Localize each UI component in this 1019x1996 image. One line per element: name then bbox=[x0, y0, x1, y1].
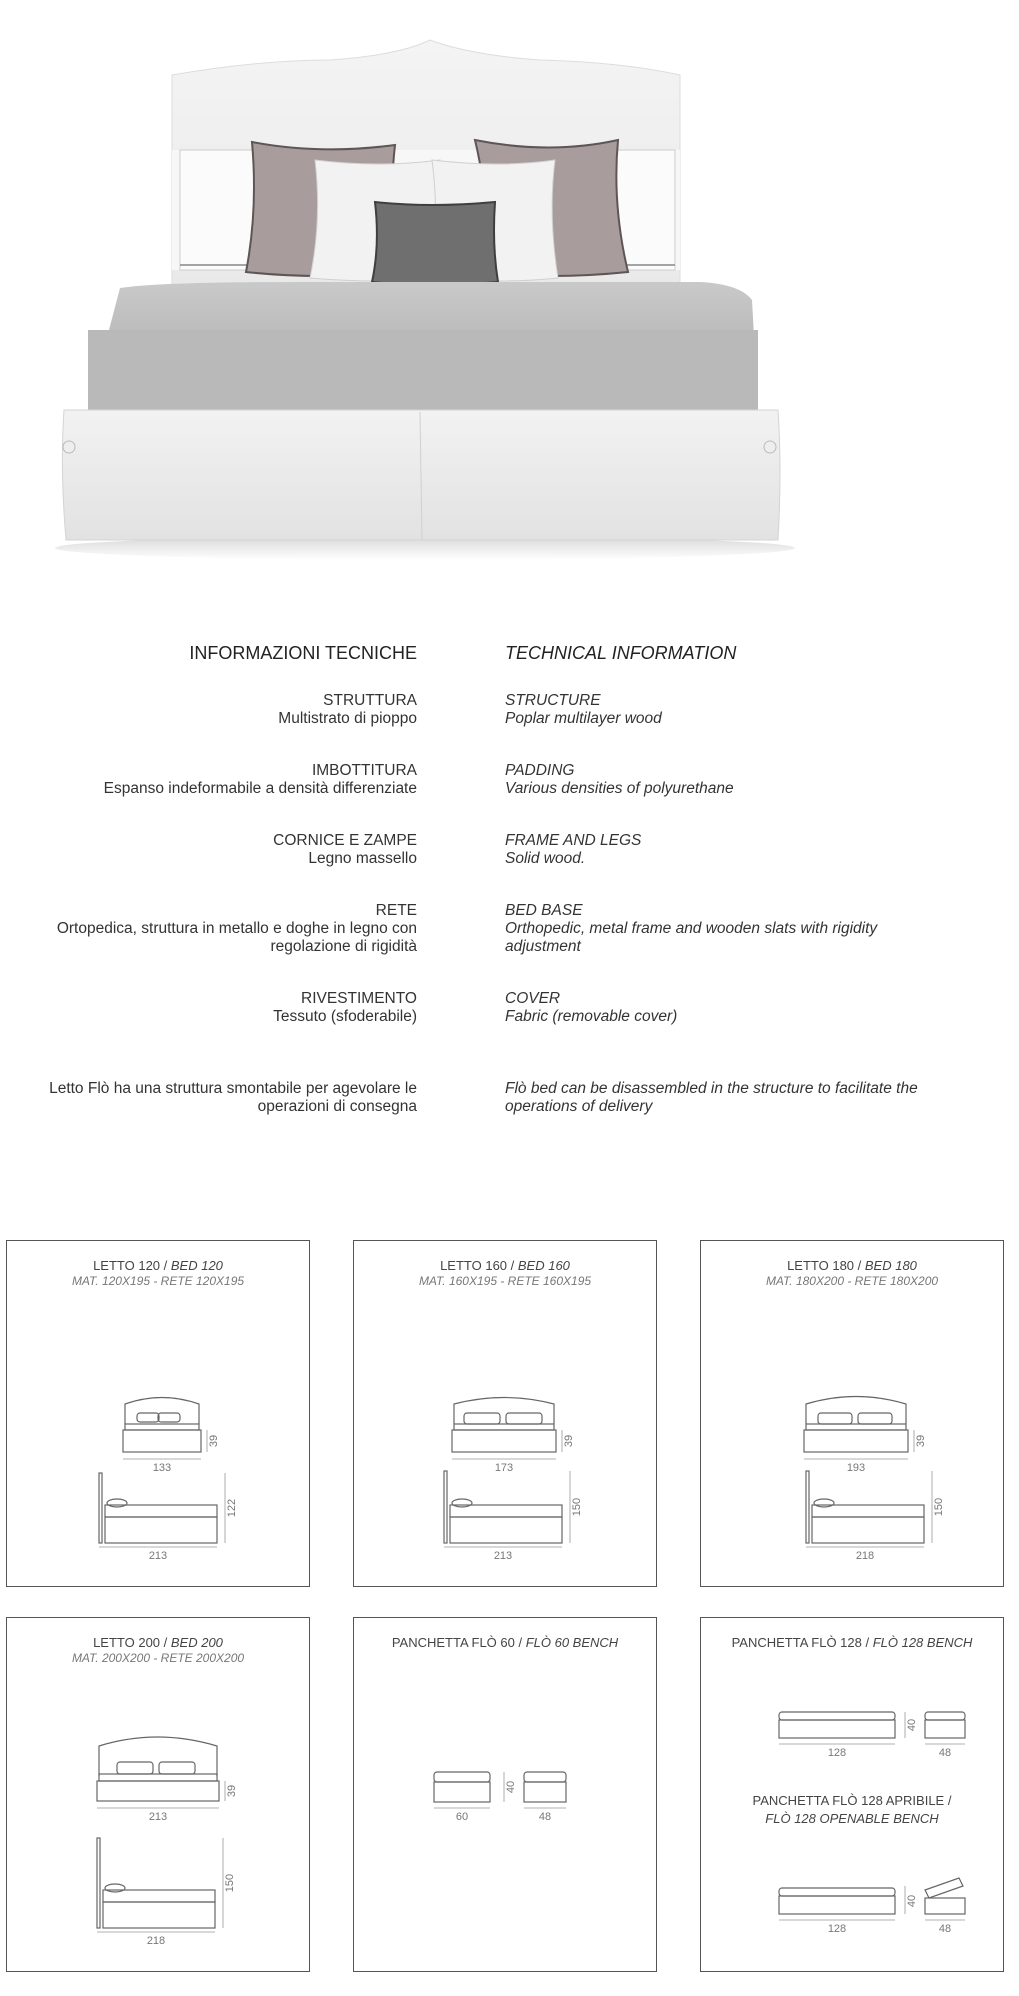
width-dim: 133 bbox=[152, 1462, 172, 1474]
height-dim-2: 40 bbox=[906, 1894, 918, 1908]
spec-structure-en: STRUCTURE Poplar multilayer wood bbox=[505, 692, 662, 727]
bed-200-box bbox=[6, 1617, 310, 1972]
width-dim: 173 bbox=[494, 1462, 514, 1474]
box-subtitle: MAT. 200X200 - RETE 200X200 bbox=[71, 1651, 245, 1665]
spec-frame-it: CORNICE E ZAMPE Legno massello bbox=[273, 832, 417, 867]
bench-60-drawing bbox=[354, 1618, 658, 1973]
headboard-height-dim: 150 bbox=[571, 1497, 583, 1517]
spec-base-it: RETE Ortopedica, struttura in metallo e doghe in legno con regolazione di rigidità bbox=[56, 902, 417, 955]
width-dim-2: 128 bbox=[827, 1923, 847, 1935]
bed-160-drawing bbox=[354, 1241, 658, 1588]
length-dim: 213 bbox=[493, 1550, 513, 1562]
box-subtitle: MAT. 160X195 - RETE 160X195 bbox=[418, 1274, 592, 1288]
bed-120-drawing bbox=[7, 1241, 311, 1588]
length-dim: 218 bbox=[146, 1935, 166, 1947]
headboard-height-dim: 122 bbox=[226, 1498, 238, 1518]
box-title: PANCHETTA FLÒ 60 / FLÒ 60 BENCH bbox=[391, 1635, 619, 1650]
spec-cover-en: COVER Fabric (removable cover) bbox=[505, 990, 678, 1025]
box-title: LETTO 120 / BED 120 bbox=[93, 1258, 223, 1273]
technical-info-heading-it: INFORMAZIONI TECNICHE bbox=[189, 643, 417, 663]
bench-128-box bbox=[700, 1617, 1004, 1972]
length-dim: 218 bbox=[855, 1550, 875, 1562]
box-title: LETTO 180 / BED 180 bbox=[787, 1258, 917, 1273]
technical-info-heading-en: TECHNICAL INFORMATION bbox=[505, 643, 737, 663]
headboard-height-dim: 150 bbox=[933, 1497, 945, 1517]
height-dim: 39 bbox=[563, 1434, 575, 1448]
box-subtitle: MAT. 180X200 - RETE 180X200 bbox=[765, 1274, 939, 1288]
width-dim: 213 bbox=[148, 1811, 168, 1823]
width-dim: 128 bbox=[827, 1747, 847, 1759]
depth-dim: 48 bbox=[538, 1811, 552, 1823]
spec-cover-it: RIVESTIMENTO Tessuto (sfoderabile) bbox=[273, 990, 417, 1025]
note-it: Letto Flò ha una struttura smontabile per agevolare le operazioni di consegna bbox=[49, 1080, 417, 1115]
height-dim: 39 bbox=[915, 1434, 927, 1448]
height-dim: 39 bbox=[226, 1784, 238, 1798]
spec-structure-it: STRUTTURA Multistrato di pioppo bbox=[278, 692, 417, 727]
bed-160-box bbox=[353, 1240, 657, 1587]
box-title: PANCHETTA FLÒ 128 / FLÒ 128 BENCH bbox=[731, 1635, 973, 1650]
spec-padding-it: IMBOTTITURA Espanso indeformabile a densità differenziate bbox=[103, 762, 417, 797]
spec-base-en: BED BASE Orthopedic, metal frame and wooden slats with rigidity adjustment bbox=[505, 902, 878, 955]
bed-180-drawing bbox=[701, 1241, 1005, 1588]
headboard-height-dim: 150 bbox=[224, 1873, 236, 1893]
bed-120-box bbox=[6, 1240, 310, 1587]
box-title: LETTO 160 / BED 160 bbox=[440, 1258, 570, 1273]
depth-dim-2: 48 bbox=[938, 1923, 952, 1935]
openable-bench-title: PANCHETTA FLÒ 128 APRIBILE / FLÒ 128 OPENABLE BENCH bbox=[752, 1793, 952, 1826]
depth-dim: 48 bbox=[938, 1747, 952, 1759]
length-dim: 213 bbox=[148, 1550, 168, 1562]
height-dim: 39 bbox=[208, 1434, 220, 1448]
note-en: Flò bed can be disassembled in the structure to facilitate the operations of delivery bbox=[505, 1080, 918, 1115]
box-subtitle: MAT. 120X195 - RETE 120X195 bbox=[71, 1274, 245, 1288]
spec-frame-en: FRAME AND LEGS Solid wood. bbox=[505, 832, 642, 867]
bench-60-box bbox=[353, 1617, 657, 1972]
bed-200-drawing bbox=[7, 1618, 311, 1973]
width-dim: 193 bbox=[846, 1462, 866, 1474]
height-dim: 40 bbox=[505, 1780, 517, 1794]
bed-photo bbox=[0, 0, 1019, 600]
bed-180-box bbox=[700, 1240, 1004, 1587]
spec-padding-en: PADDING Various densities of polyurethane bbox=[505, 762, 734, 797]
height-dim: 40 bbox=[906, 1718, 918, 1732]
box-title: LETTO 200 / BED 200 bbox=[93, 1635, 223, 1650]
width-dim: 60 bbox=[455, 1811, 469, 1823]
